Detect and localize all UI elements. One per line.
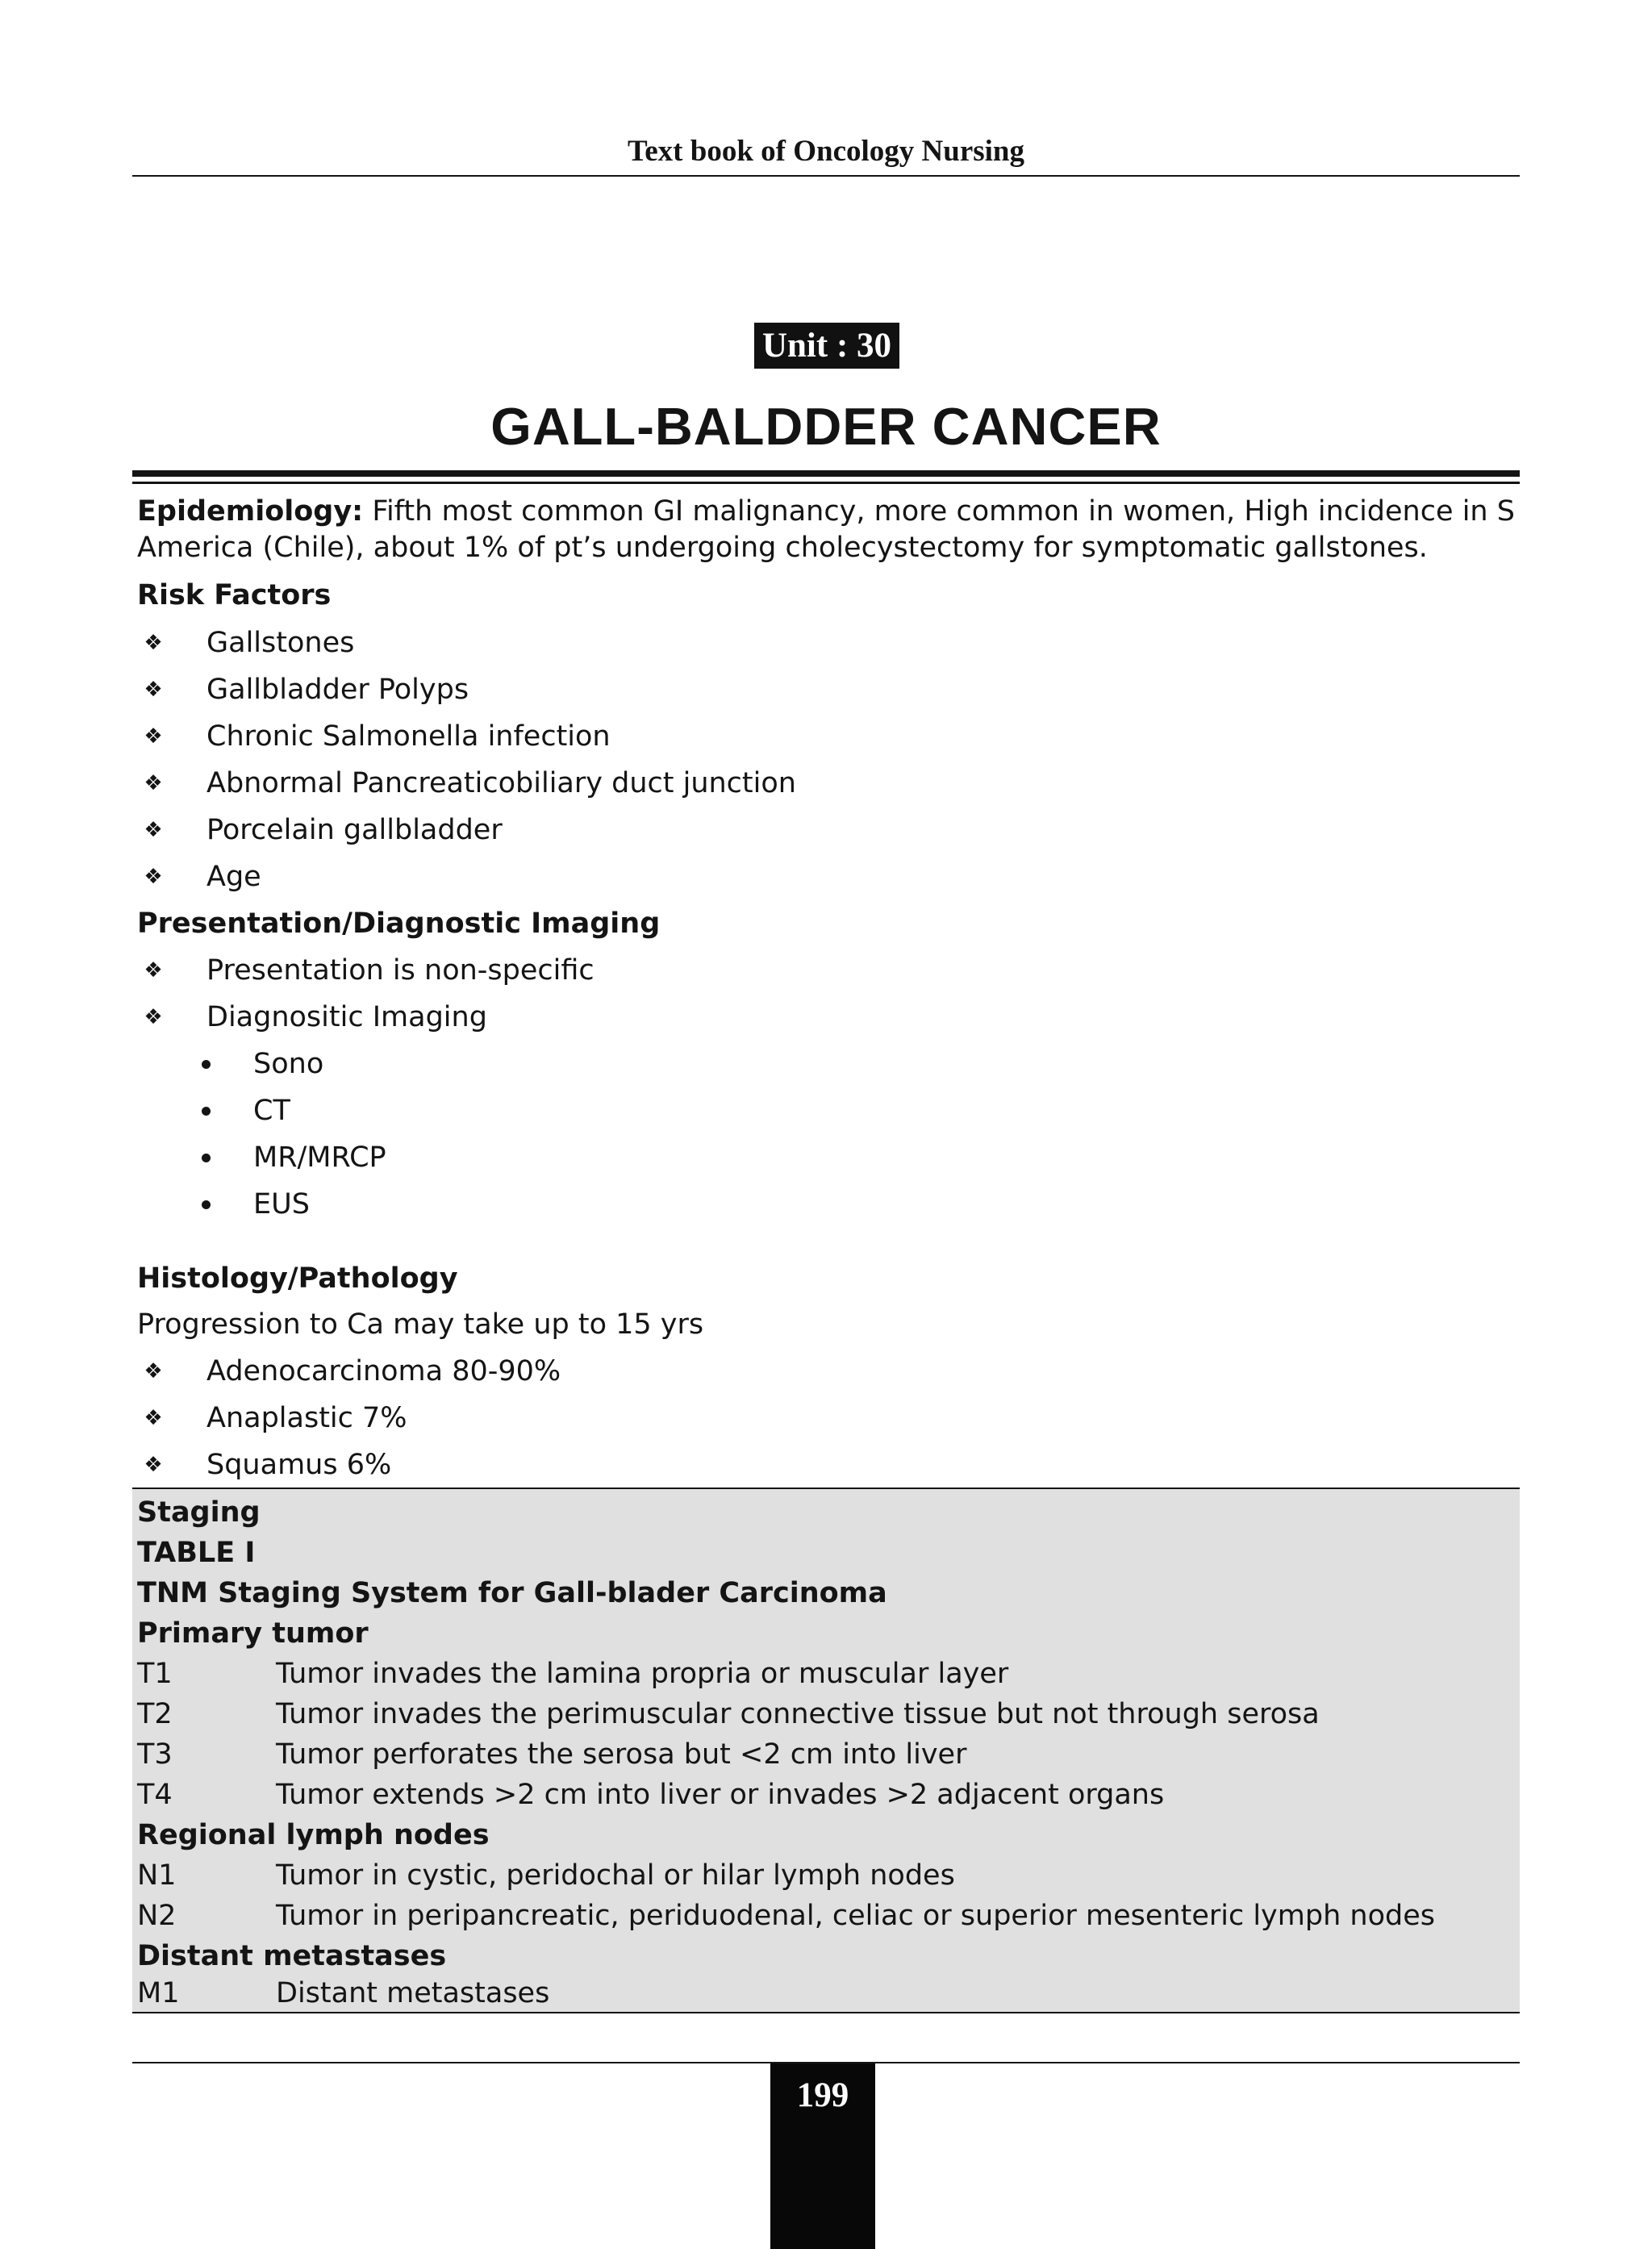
list-item-text: Squamus 6% [206,1449,392,1481]
stage-code: T2 [137,1698,173,1730]
title-rule-thin [132,482,1520,484]
list-item-text: Diagnositic Imaging [206,1001,487,1033]
page-number: 199 [770,2063,875,2249]
stage-description: Tumor invades the perimuscular connective tissue but not through serosa [276,1698,1320,1730]
round-bullet-icon [202,1107,211,1116]
chapter-title: GALL-BALDDER CANCER [490,397,1162,456]
stage-description: Tumor invades the lamina propria or muscular layer [276,1658,1009,1690]
sub-list-item-text: EUS [253,1188,310,1220]
histology-heading: Histology/Pathology [137,1262,458,1295]
list-item-text: Presentation is non-specific [206,954,594,987]
list-item-text: Gallstones [206,627,355,659]
diamond-bullet-icon: ❖ [144,1359,163,1383]
stage-code: T4 [137,1779,173,1811]
staging-box [132,1488,1520,2013]
epidemiology-text: Fifth most common GI malignancy, more common in women, High incidence in S America (Chile), about 1% of pt’s undergoing cholecystectomy for symptomatic gallstones. [137,495,1515,564]
risk-factors-heading: Risk Factors [137,579,332,611]
stage-description: Tumor in cystic, peridochal or hilar lymph nodes [276,1859,955,1892]
staging-heading: Staging [137,1496,261,1529]
header-rule [132,175,1520,177]
diamond-bullet-icon: ❖ [144,1406,163,1430]
running-header: Text book of Oncology Nursing [627,135,1025,168]
diamond-bullet-icon: ❖ [144,678,163,702]
primary-tumor-heading: Primary tumor [137,1617,369,1650]
histology-intro: Progression to Ca may take up to 15 yrs [137,1308,704,1341]
round-bullet-icon [202,1200,211,1209]
list-item-text: Adenocarcinoma 80-90% [206,1355,561,1387]
list-item-text: Gallbladder Polyps [206,674,469,706]
diamond-bullet-icon: ❖ [144,865,163,889]
diamond-bullet-icon: ❖ [144,724,163,749]
list-item-text: Porcelain gallbladder [206,814,503,846]
sub-list-item-text: Sono [253,1048,324,1080]
diamond-bullet-icon: ❖ [144,958,163,983]
lymph-nodes-heading: Regional lymph nodes [137,1819,490,1851]
diamond-bullet-icon: ❖ [144,818,163,842]
epidemiology-label: Epidemiology: [137,495,364,528]
stage-code: T3 [137,1738,173,1771]
sub-list-item-text: CT [253,1095,290,1127]
list-item-text: Abnormal Pancreaticobiliary duct junction [206,767,796,799]
metastases-heading: Distant metastases [137,1940,447,1972]
diamond-bullet-icon: ❖ [144,1005,163,1029]
table-title: TNM Staging System for Gall-blader Carcinoma [137,1577,887,1609]
diamond-bullet-icon: ❖ [144,771,163,795]
stage-description: Tumor in peripancreatic, periduodenal, celiac or superior mesenteric lymph nodes [276,1900,1435,1932]
list-item-text: Chronic Salmonella infection [206,720,611,753]
unit-badge: Unit : 30 [754,323,899,369]
presentation-heading: Presentation/Diagnostic Imaging [137,908,661,940]
title-rule-thick [132,470,1520,477]
stage-description: Tumor perforates the serosa but <2 cm into liver [276,1738,967,1771]
sub-list-item-text: MR/MRCP [253,1141,386,1174]
stage-code: N1 [137,1859,177,1892]
round-bullet-icon [202,1154,211,1162]
stage-code: M1 [137,1977,180,2009]
round-bullet-icon [202,1060,211,1069]
stage-description: Distant metastases [276,1977,550,2009]
diamond-bullet-icon: ❖ [144,1453,163,1477]
table-label: TABLE I [137,1537,256,1569]
stage-code: N2 [137,1900,177,1932]
epidemiology-paragraph [137,494,1515,566]
list-item-text: Age [206,861,261,893]
diamond-bullet-icon: ❖ [144,631,163,655]
list-item-text: Anaplastic 7% [206,1402,407,1434]
stage-description: Tumor extends >2 cm into liver or invades >2 adjacent organs [276,1779,1165,1811]
stage-code: T1 [137,1658,173,1690]
